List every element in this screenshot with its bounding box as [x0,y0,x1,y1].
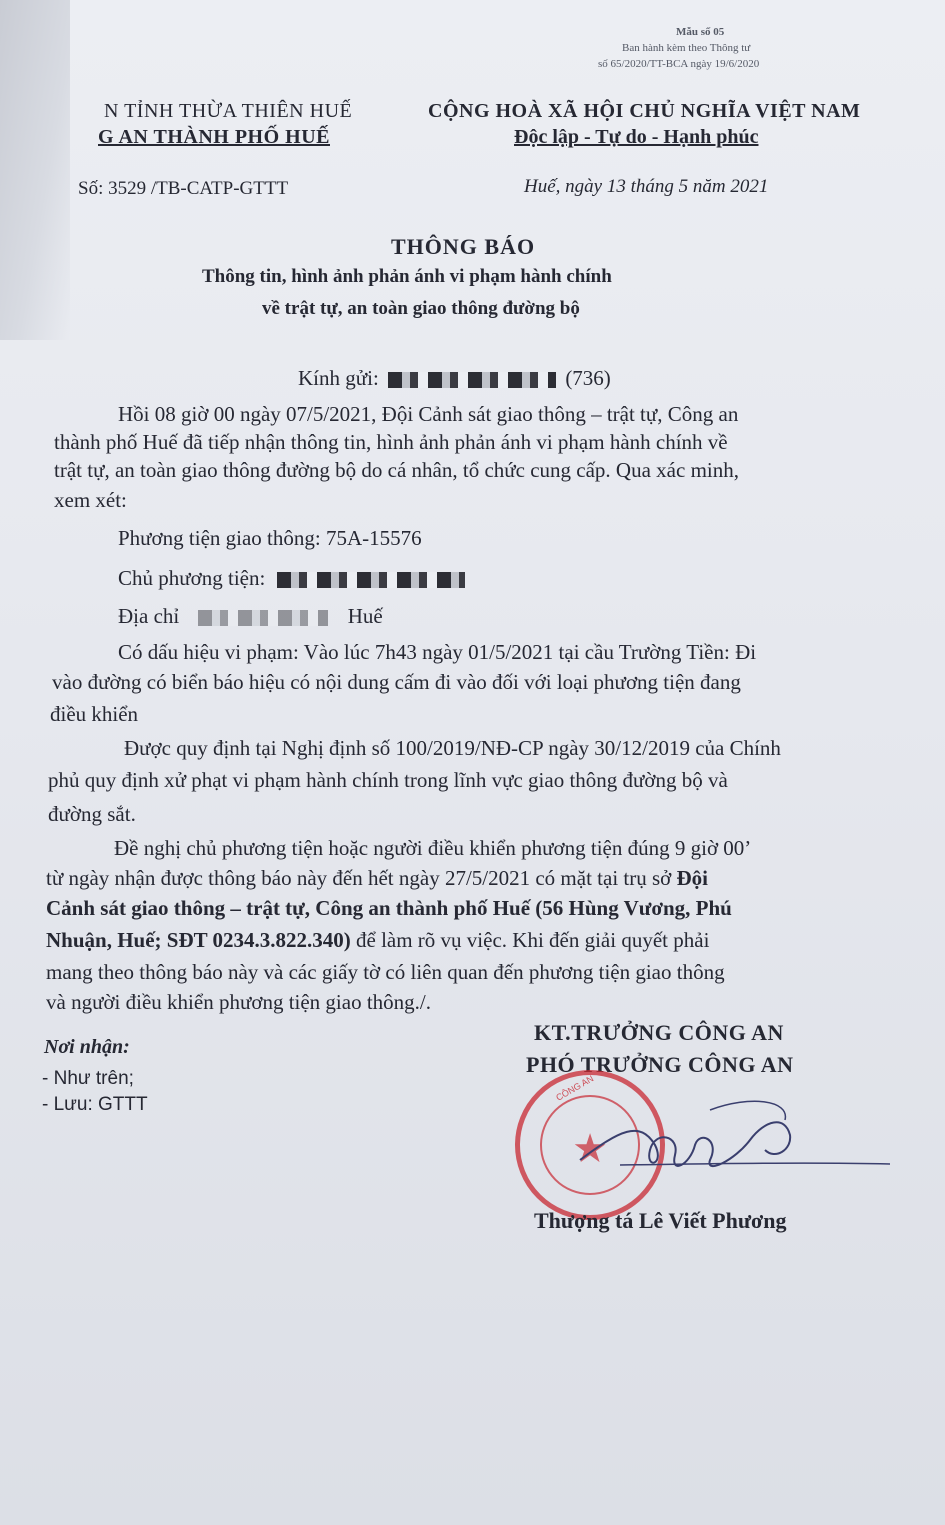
regulation-line-1: Được quy định tại Nghị định số 100/2019/NĐ-CP ngày 30/12/2019 của Chính [124,736,781,760]
form-circular: số 65/2020/TT-BCA ngày 19/6/2020 [598,58,760,70]
vehicle-owner-line [118,566,465,591]
page-fold-shadow [0,0,70,340]
request-line-4-text: để làm rõ vụ việc. Khi đến giải quyết phải [356,928,710,952]
violation-line-2: vào đường có biển báo hiệu có nội dung cấm đi vào đối với loại phương tiện đang [52,670,741,694]
redacted-owner-name [277,572,465,588]
stamp-text: CÔNG AN [554,1073,596,1103]
regulation-line-2: phủ quy định xử phạt vi phạm hành chính trong lĩnh vực giao thông đường bộ và [48,768,728,792]
signature-title-1: KT.TRƯỞNG CÔNG AN [534,1020,784,1045]
notice-subtitle-1: Thông tin, hình ảnh phản ánh vi phạm hành chính [202,266,612,287]
recipient-label: Kính gửi: [298,366,379,390]
regulation-line-3: đường sắt. [48,802,136,826]
paragraph-1-line-3: trật tự, an toàn giao thông đường bộ do cá nhân, tổ chức cung cấp. Qua xác minh, [54,458,739,482]
violation-line-1: Có dấu hiệu vi phạm: Vào lúc 7h43 ngày 01/5/2021 tại cầu Trường Tiền: Đi [118,640,757,664]
request-line-6: và người điều khiển phương tiện giao thông./. [46,990,432,1014]
place-date: Huế, ngày 13 tháng 5 năm 2021 [524,176,769,197]
recipients-label: Nơi nhận: [44,1036,130,1058]
paragraph-1-line-2: thành phố Huế đã tiếp nhận thông tin, hình ảnh phản ánh vi phạm hành chính về [54,430,728,454]
recipients-item-1: - Như trên; [42,1068,134,1089]
request-line-4 [46,928,709,953]
request-line-2-text: từ ngày nhận được thông báo này đến hết ngày 27/5/2021 có mặt tại trụ sở [46,866,672,890]
recipient-line [298,366,611,391]
form-number: Mẫu số 05 [676,26,725,38]
redacted-address [198,610,328,626]
recipient-suffix: (736) [565,366,611,390]
agency-line-2 [98,126,330,149]
vehicle-plate: Phương tiện giao thông: 75A-15576 [118,526,422,550]
notice-title: THÔNG BÁO [391,234,536,259]
recipients-item-2: - Lưu: GTTT [42,1094,148,1115]
stamp-star-icon: ★ [572,1126,608,1171]
redacted-recipient-name [388,372,556,388]
handwritten-signature [560,1090,900,1200]
request-line-1: Đề nghị chủ phương tiện hoặc người điều khiển phương tiện đúng 9 giờ 00’ [114,836,752,860]
address-line [118,604,383,629]
agency-line-2-text: G AN THÀNH PHỐ HUẾ [98,126,330,148]
request-line-2 [46,866,708,891]
request-line-5: mang theo thông báo này và các giấy tờ có liên quan đến phương tiện giao thông [46,960,725,984]
violation-line-3: điều khiển [50,702,139,726]
form-issued-with: Ban hành kèm theo Thông tư [622,42,751,54]
signer-name: Thượng tá Lê Viết Phương [534,1208,787,1233]
national-title: CỘNG HOÀ XÃ HỘI CHỦ NGHĨA VIỆT NAM [428,100,861,122]
signature-title-2: PHÓ TRƯỞNG CÔNG AN [526,1052,794,1077]
notice-subtitle-2: về trật tự, an toàn giao thông đường bộ [262,298,580,319]
vehicle-owner-label: Chủ phương tiện: [118,566,266,590]
document-number: Số: 3529 /TB-CATP-GTTT [78,178,289,199]
paragraph-1-line-4: xem xét: [54,488,127,512]
agency-line-1: N TỈNH THỪA THIÊN HUẾ [104,100,353,122]
request-line-4-bold: Nhuận, Huế; SĐT 0234.3.822.340) [46,928,351,952]
address-label: Địa chỉ [118,604,180,628]
address-city: Huế [347,604,383,628]
request-line-3: Cảnh sát giao thông – trật tự, Công an thành phố Huế (56 Hùng Vương, Phú [46,896,732,920]
paragraph-1-line-1: Hồi 08 giờ 00 ngày 07/5/2021, Đội Cảnh sát giao thông – trật tự, Công an [118,402,739,426]
request-line-2-bold: Đội [676,866,709,890]
national-motto: Độc lập - Tự do - Hạnh phúc [514,126,759,148]
